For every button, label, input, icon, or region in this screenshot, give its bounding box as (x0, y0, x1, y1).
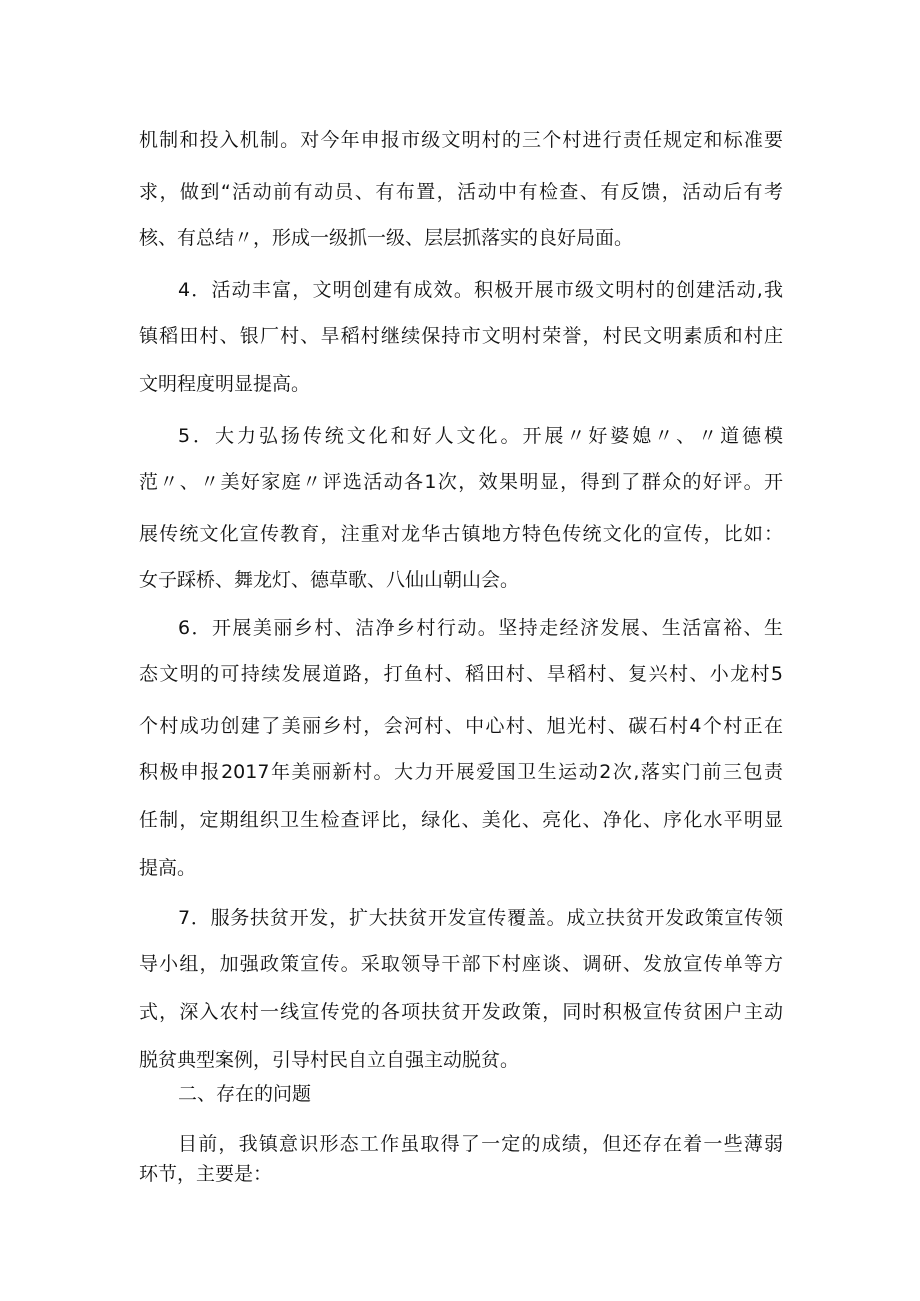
text-line: 态文明的可持续发展道路，打鱼村、稻田村、旱稻村、复兴村、小龙村5 (139, 663, 783, 685)
text-line: 文明程度明显提高。 (139, 373, 311, 395)
text-line: 求，做到“活动前有动员、有布置，活动中有检查、有反馈，活动后有考 (139, 181, 783, 203)
text-line: 任制，定期组织卫生检查评比，绿化、美化、亮化、净化、序化水平明显 (139, 809, 783, 831)
paragraph-7-first-line: 7．服务扶贫开发，扩大扶贫开发宣传覆盖。成立扶贫开发政策宣传领 (178, 907, 783, 929)
section-heading: 二、存在的问题 (178, 1083, 312, 1105)
text-line: 镇稻田村、银厂村、旱稻村继续保持市文明村荣誉，村民文明素质和村庄 (139, 325, 783, 347)
text-line: 核、有总结〃，形成一级抓一级、层层抓落实的良好局面。 (139, 227, 634, 249)
paragraph-6-first-line: 6．开展美丽乡村、洁净乡村行动。坚持走经济发展、生活富裕、生 (178, 617, 783, 639)
text-line: 展传统文化宣传教育，注重对龙华古镇地方特色传统文化的宣传，比如： (139, 523, 783, 545)
paragraph-5-first-line: 5．大力弘扬传统文化和好人文化。开展〃好婆媳〃、〃道德模 (178, 425, 783, 447)
paragraph-4-first-line: 4．活动丰富，文明创建有成效。积极开展市级文明村的创建活动,我 (178, 279, 783, 301)
text-line: 导小组，加强政策宣传。采取领导干部下村座谈、调研、发放宣传单等方 (139, 953, 783, 975)
text-line: 环节，主要是： (139, 1163, 273, 1185)
text-line: 脱贫典型案例，引导村民自立自强主动脱贫。 (139, 1049, 520, 1071)
text-line: 提高。 (139, 857, 197, 879)
text-line: 式，深入农村一线宣传党的各项扶贫开发政策，同时积极宣传贫困户主动 (139, 1001, 783, 1023)
text-line: 女子踩桥、舞龙灯、德草歌、八仙山朝山会。 (139, 569, 520, 591)
text-line: 机制和投入机制。对今年申报市级文明村的三个村进行责任规定和标准要 (139, 129, 783, 151)
text-line: 个村成功创建了美丽乡村，会河村、中心村、旭光村、碳石村4个村正在 (139, 715, 783, 737)
text-line: 积极申报2017年美丽新村。大力开展爱国卫生运动2次,落实门前三包责 (139, 761, 783, 783)
text-line: 范〃、〃美好家庭〃评选活动各1次，效果明显，得到了群众的好评。开 (139, 471, 783, 493)
problems-first-line: 目前，我镇意识形态工作虽取得了一定的成绩，但还存在着一些薄弱 (178, 1133, 783, 1155)
